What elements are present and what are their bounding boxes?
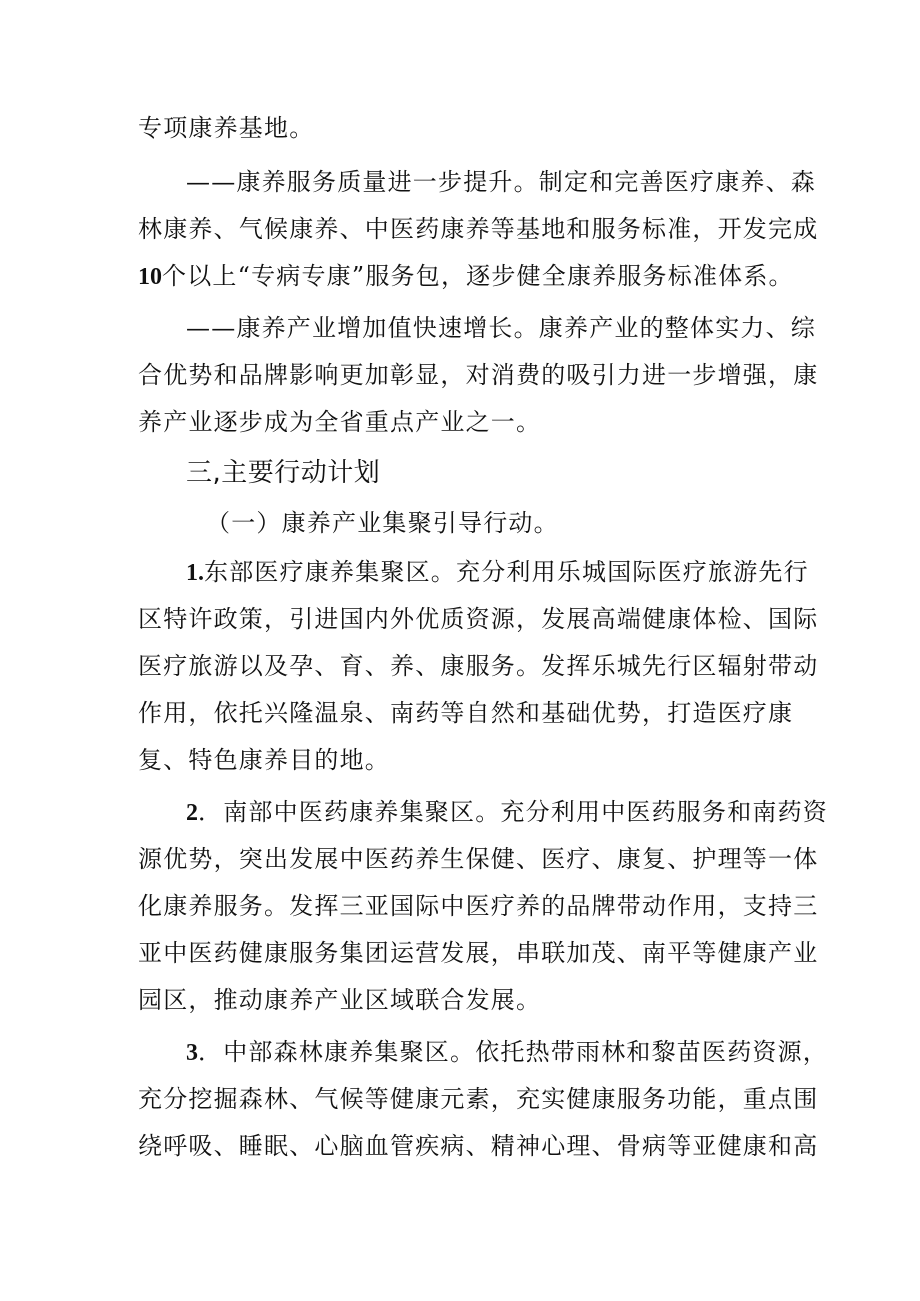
text-line: 养产业逐步成为全省重点产业之一。	[138, 408, 542, 436]
text-line: 绕呼吸、睡眠、心脑血管疾病、精神心理、骨病等亚健康和高	[138, 1132, 819, 1160]
text-line	[138, 260, 794, 293]
text-line: ——康养产业增加值快速增长。康养产业的整体实力、综	[186, 314, 816, 342]
text-line: 专项康养基地。	[138, 114, 315, 142]
text-line: ——康养服务质量进一步提升。制定和完善医疗康养、森	[186, 168, 816, 196]
item-number: 3	[186, 1040, 198, 1066]
text-line: 林康养、气候康养、中医药康养等基地和服务标准，开发完成	[138, 215, 819, 243]
number-label: 10	[138, 264, 162, 290]
text-line: 亚中医药健康服务集团运营发展，串联加茂、南平等健康产业	[138, 939, 819, 967]
text-line	[186, 1036, 828, 1069]
item-number: 2	[186, 800, 198, 826]
text-line: 化康养服务。发挥三亚国际中医疗养的品牌带动作用，支持三	[138, 892, 819, 920]
text-span: ．中部森林康养集聚区。依托热带雨林和黎苗医药资源，	[198, 1038, 828, 1066]
text-line: 复、特色康养目的地。	[138, 746, 390, 774]
text-span: 东部医疗康养集聚区。充分利用乐城国际医疗旅游先行	[204, 558, 809, 586]
text-line: 合优势和品牌影响更加彰显，对消费的吸引力进一步增强，康	[138, 361, 819, 389]
text-line	[186, 556, 809, 589]
text-span: ．南部中医药康养集聚区。充分利用中医药服务和南药资	[198, 798, 828, 826]
text-line: 作用，依托兴隆温泉、南药等自然和基础优势，打造医疗康	[138, 699, 794, 727]
item-number: 1.	[186, 560, 204, 586]
text-line: 医疗旅游以及孕、育、养、康服务。发挥乐城先行区辐射带动	[138, 652, 819, 680]
text-line: 充分挖掘森林、气候等健康元素，充实健康服务功能，重点围	[138, 1085, 819, 1113]
text-line: 源优势，突出发展中医药养生保健、医疗、康复、护理等一体	[138, 845, 819, 873]
text-line	[186, 796, 828, 829]
subsection-heading: （一）康养产业集聚引导行动。	[206, 509, 559, 537]
section-heading: 三,主要行动计划	[186, 458, 381, 488]
text-line: 区特许政策，引进国内外优质资源，发展高端健康体检、国际	[138, 605, 819, 633]
text-span: 个以上“专病专康”服务包，逐步健全康养服务标准体系。	[162, 262, 794, 290]
text-line: 园区，推动康养产业区域联合发展。	[138, 986, 542, 1014]
